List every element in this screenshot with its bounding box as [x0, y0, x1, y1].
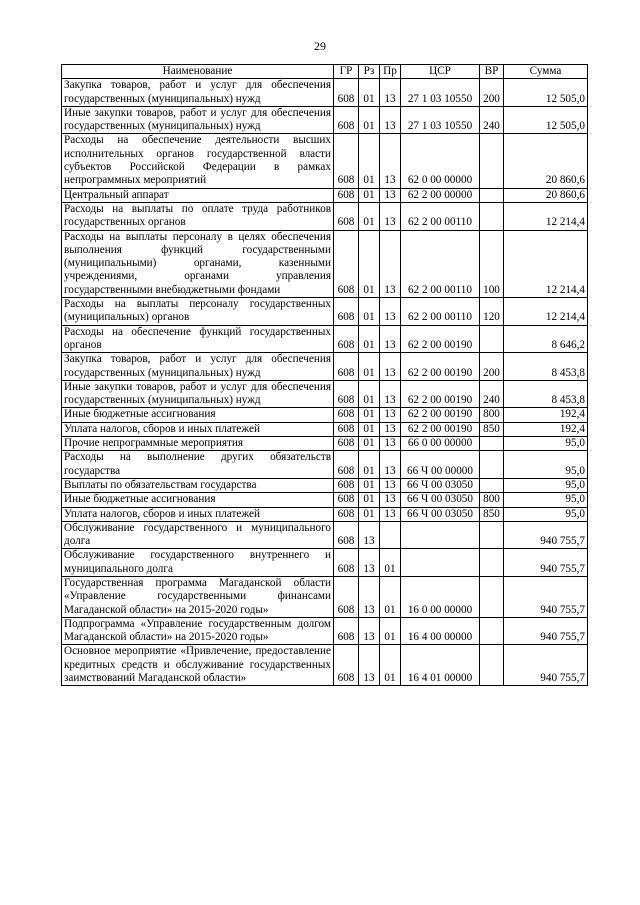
cell-rz: 01 — [359, 507, 380, 521]
cell-rz: 01 — [359, 408, 380, 422]
cell-name: Иные бюджетные ассигнования — [62, 408, 334, 422]
column-header-sum: Сумма — [504, 65, 588, 79]
cell-rz: 01 — [359, 134, 380, 188]
cell-gr: 608 — [334, 617, 359, 645]
cell-gr: 608 — [334, 353, 359, 381]
cell-vr: 240 — [480, 380, 504, 408]
cell-name: Расходы на выплаты персоналу государственных (муниципальных) органов — [62, 298, 334, 326]
cell-name: Расходы на обеспечение функций государственных органов — [62, 325, 334, 353]
cell-gr: 608 — [334, 576, 359, 617]
cell-vr: 800 — [480, 408, 504, 422]
cell-rz: 01 — [359, 478, 380, 492]
cell-sum: 95,0 — [504, 437, 588, 451]
cell-name: Уплата налогов, сборов и иных платежей — [62, 422, 334, 436]
cell-rz: 01 — [359, 353, 380, 381]
cell-name: Иные закупки товаров, работ и услуг для обеспечения государственных (муниципальных) нужд — [62, 106, 334, 134]
cell-pr: 01 — [380, 576, 401, 617]
cell-vr — [480, 325, 504, 353]
cell-gr: 608 — [334, 202, 359, 230]
cell-pr: 13 — [380, 422, 401, 436]
cell-rz: 01 — [359, 230, 380, 297]
cell-sum: 940 755,7 — [504, 521, 588, 549]
cell-pr: 13 — [380, 478, 401, 492]
cell-name: Иные бюджетные ассигнования — [62, 493, 334, 507]
cell-sum: 95,0 — [504, 451, 588, 479]
cell-sum: 940 755,7 — [504, 549, 588, 577]
cell-csr: 27 1 03 10550 — [401, 79, 480, 107]
cell-csr: 62 2 00 00110 — [401, 230, 480, 297]
cell-csr — [401, 549, 480, 577]
cell-name: Выплаты по обязательствам государства — [62, 478, 334, 492]
cell-csr: 62 0 00 00000 — [401, 134, 480, 188]
cell-pr: 13 — [380, 507, 401, 521]
cell-csr: 62 2 00 00190 — [401, 353, 480, 381]
cell-gr: 608 — [334, 325, 359, 353]
cell-vr: 120 — [480, 298, 504, 326]
cell-sum: 192,4 — [504, 408, 588, 422]
cell-sum: 12 505,0 — [504, 79, 588, 107]
cell-rz: 01 — [359, 325, 380, 353]
cell-pr: 13 — [380, 202, 401, 230]
cell-rz: 01 — [359, 79, 380, 107]
cell-rz: 13 — [359, 576, 380, 617]
table-row — [62, 507, 588, 521]
cell-gr: 608 — [334, 298, 359, 326]
cell-csr: 66 Ч 00 00000 — [401, 451, 480, 479]
cell-vr — [480, 521, 504, 549]
cell-vr: 850 — [480, 422, 504, 436]
cell-gr: 608 — [334, 188, 359, 202]
cell-gr: 608 — [334, 380, 359, 408]
cell-csr: 62 2 00 00110 — [401, 202, 480, 230]
cell-name: Иные закупки товаров, работ и услуг для обеспечения государственных (муниципальных) нужд — [62, 380, 334, 408]
table-row — [62, 106, 588, 134]
column-header-vr: ВР — [480, 65, 504, 79]
cell-pr: 13 — [380, 408, 401, 422]
cell-gr: 608 — [334, 106, 359, 134]
cell-csr — [401, 521, 480, 549]
cell-name: Закупка товаров, работ и услуг для обеспечения государственных (муниципальных) нужд — [62, 353, 334, 381]
table-row — [62, 478, 588, 492]
cell-pr: 13 — [380, 106, 401, 134]
cell-vr — [480, 576, 504, 617]
cell-sum: 95,0 — [504, 507, 588, 521]
cell-vr — [480, 188, 504, 202]
cell-pr: 13 — [380, 325, 401, 353]
cell-sum: 940 755,7 — [504, 617, 588, 645]
cell-csr: 27 1 03 10550 — [401, 106, 480, 134]
table-row — [62, 549, 588, 577]
cell-vr: 200 — [480, 79, 504, 107]
cell-rz: 01 — [359, 493, 380, 507]
cell-rz: 13 — [359, 617, 380, 645]
cell-csr: 62 2 00 00000 — [401, 188, 480, 202]
cell-vr — [480, 451, 504, 479]
cell-gr: 608 — [334, 478, 359, 492]
table-row — [62, 380, 588, 408]
cell-name: Закупка товаров, работ и услуг для обеспечения государственных (муниципальных) нужд — [62, 79, 334, 107]
cell-sum: 20 860,6 — [504, 134, 588, 188]
cell-name: Основное мероприятие «Привлечение, предоставление кредитных средств и обслуживание государственных заимствований Магаданской области» — [62, 645, 334, 686]
cell-name: Расходы на выплаты по оплате труда работников государственных органов — [62, 202, 334, 230]
cell-csr: 66 0 00 00000 — [401, 437, 480, 451]
cell-pr — [380, 521, 401, 549]
cell-sum: 940 755,7 — [504, 576, 588, 617]
cell-vr: 800 — [480, 493, 504, 507]
table-row — [62, 408, 588, 422]
cell-csr: 62 2 00 00190 — [401, 380, 480, 408]
cell-pr: 13 — [380, 79, 401, 107]
cell-csr: 62 2 00 00190 — [401, 408, 480, 422]
cell-pr: 13 — [380, 380, 401, 408]
cell-name: Подпрограмма «Управление государственным долгом Магаданской области» на 2015-2020 годы» — [62, 617, 334, 645]
table-row — [62, 353, 588, 381]
cell-rz: 01 — [359, 106, 380, 134]
cell-sum: 12 214,4 — [504, 298, 588, 326]
cell-rz: 13 — [359, 549, 380, 577]
table-body — [62, 79, 588, 686]
table-row — [62, 521, 588, 549]
column-header-csr: ЦСР — [401, 65, 480, 79]
table-row — [62, 437, 588, 451]
cell-gr: 608 — [334, 521, 359, 549]
cell-gr: 608 — [334, 408, 359, 422]
cell-sum: 8 453,8 — [504, 380, 588, 408]
cell-gr: 608 — [334, 79, 359, 107]
cell-vr: 100 — [480, 230, 504, 297]
cell-csr: 62 2 00 00190 — [401, 325, 480, 353]
table-header-row — [62, 65, 588, 79]
cell-sum: 95,0 — [504, 478, 588, 492]
cell-rz: 01 — [359, 437, 380, 451]
cell-gr: 608 — [334, 422, 359, 436]
cell-sum: 12 505,0 — [504, 106, 588, 134]
cell-name: Обслуживание государственного внутреннего и муниципального долга — [62, 549, 334, 577]
column-header-pr: Пр — [380, 65, 401, 79]
cell-vr: 200 — [480, 353, 504, 381]
cell-pr: 13 — [380, 437, 401, 451]
cell-gr: 608 — [334, 451, 359, 479]
cell-rz: 01 — [359, 298, 380, 326]
cell-sum: 8 646,2 — [504, 325, 588, 353]
cell-name: Уплата налогов, сборов и иных платежей — [62, 507, 334, 521]
cell-vr — [480, 202, 504, 230]
cell-gr: 608 — [334, 493, 359, 507]
table-row — [62, 617, 588, 645]
cell-sum: 95,0 — [504, 493, 588, 507]
cell-vr: 240 — [480, 106, 504, 134]
cell-name: Прочие непрограммные мероприятия — [62, 437, 334, 451]
table-row — [62, 298, 588, 326]
cell-rz: 01 — [359, 422, 380, 436]
cell-name: Центральный аппарат — [62, 188, 334, 202]
cell-pr: 13 — [380, 451, 401, 479]
cell-pr: 01 — [380, 645, 401, 686]
cell-csr: 62 2 00 00110 — [401, 298, 480, 326]
cell-name: Расходы на выплаты персоналу в целях обеспечения выполнения функций государственными (муниципальными) органами, казенными учреждениями, органами управления государственными внебюджетными фондами — [62, 230, 334, 297]
table-row — [62, 422, 588, 436]
table-row — [62, 493, 588, 507]
cell-pr: 13 — [380, 298, 401, 326]
cell-pr: 01 — [380, 549, 401, 577]
cell-name: Обслуживание государственного и муниципального долга — [62, 521, 334, 549]
cell-name: Расходы на выполнение других обязательств государства — [62, 451, 334, 479]
cell-rz: 13 — [359, 521, 380, 549]
cell-name: Расходы на обеспечение деятельности высших исполнительных органов государственной власти субъектов Российской Федерации в рамках непрограммных мероприятий — [62, 134, 334, 188]
cell-vr — [480, 437, 504, 451]
cell-sum: 20 860,6 — [504, 188, 588, 202]
cell-rz: 01 — [359, 202, 380, 230]
column-header-gr: ГР — [334, 65, 359, 79]
table-row — [62, 230, 588, 297]
column-header-name: Наименование — [62, 65, 334, 79]
cell-csr: 16 0 00 00000 — [401, 576, 480, 617]
cell-gr: 608 — [334, 507, 359, 521]
cell-sum: 12 214,4 — [504, 230, 588, 297]
cell-rz: 01 — [359, 380, 380, 408]
cell-gr: 608 — [334, 645, 359, 686]
table-row — [62, 134, 588, 188]
table-row — [62, 451, 588, 479]
cell-gr: 608 — [334, 549, 359, 577]
cell-pr: 13 — [380, 134, 401, 188]
cell-vr — [480, 134, 504, 188]
cell-csr: 66 Ч 00 03050 — [401, 478, 480, 492]
table-row — [62, 202, 588, 230]
cell-rz: 01 — [359, 188, 380, 202]
cell-pr: 01 — [380, 617, 401, 645]
cell-vr — [480, 478, 504, 492]
cell-gr: 608 — [334, 437, 359, 451]
table-row — [62, 188, 588, 202]
cell-gr: 608 — [334, 230, 359, 297]
column-header-rz: Рз — [359, 65, 380, 79]
cell-pr: 13 — [380, 493, 401, 507]
cell-sum: 12 214,4 — [504, 202, 588, 230]
cell-rz: 01 — [359, 451, 380, 479]
page-number: 29 — [314, 39, 326, 53]
table-row — [62, 576, 588, 617]
cell-vr — [480, 549, 504, 577]
cell-vr: 850 — [480, 507, 504, 521]
cell-rz: 13 — [359, 645, 380, 686]
cell-csr: 16 4 00 00000 — [401, 617, 480, 645]
cell-vr — [480, 617, 504, 645]
cell-pr: 13 — [380, 230, 401, 297]
cell-vr — [480, 645, 504, 686]
cell-csr: 66 Ч 00 03050 — [401, 507, 480, 521]
cell-name: Государственная программа Магаданской области «Управление государственными финансами Магаданской области» на 2015-2020 годы» — [62, 576, 334, 617]
cell-gr: 608 — [334, 134, 359, 188]
budget-table — [61, 64, 588, 686]
cell-csr: 66 Ч 00 03050 — [401, 493, 480, 507]
cell-sum: 940 755,7 — [504, 645, 588, 686]
cell-csr: 16 4 01 00000 — [401, 645, 480, 686]
cell-pr: 13 — [380, 353, 401, 381]
cell-sum: 192,4 — [504, 422, 588, 436]
cell-csr: 62 2 00 00190 — [401, 422, 480, 436]
table-row — [62, 79, 588, 107]
cell-sum: 8 453,8 — [504, 353, 588, 381]
table-row — [62, 325, 588, 353]
cell-pr: 13 — [380, 188, 401, 202]
table-row — [62, 645, 588, 686]
